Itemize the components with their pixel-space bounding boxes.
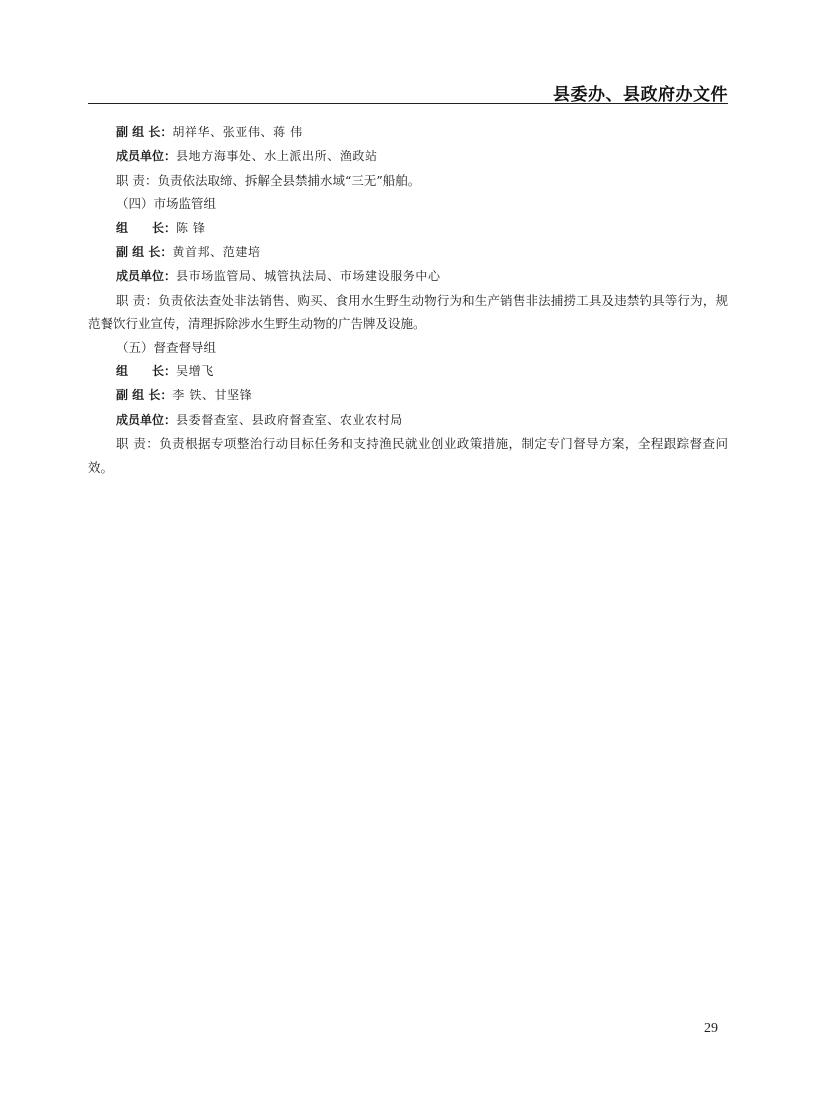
duty-paragraph: 职 责：负责依法取缔、拆解全县禁捕水域“三无”船舶。 bbox=[116, 172, 421, 188]
field-value: 县市场监管局、城管执法局、市场建设服务中心 bbox=[176, 269, 441, 284]
field-label: 组 长： bbox=[116, 364, 177, 379]
member-units-line bbox=[88, 144, 728, 168]
field-label: 副 组 长： bbox=[116, 245, 173, 260]
page-number: 29 bbox=[704, 1021, 718, 1036]
field-label: 成员单位： bbox=[116, 269, 177, 284]
header-divider bbox=[88, 103, 728, 104]
leader-line bbox=[88, 216, 728, 240]
deputy-leader-line bbox=[88, 120, 728, 144]
member-units-line bbox=[88, 408, 728, 432]
document-body bbox=[88, 120, 728, 479]
member-units-line bbox=[88, 264, 728, 288]
field-label: 成员单位： bbox=[116, 149, 177, 164]
field-value: 县地方海事处、水上派出所、渔政站 bbox=[176, 149, 378, 164]
page-header-title: 县委办、县政府办文件 bbox=[553, 85, 728, 105]
field-value: 吴增飞 bbox=[176, 364, 214, 379]
section-heading: （四）市场监管组 bbox=[116, 196, 217, 212]
field-label: 成员单位： bbox=[116, 412, 177, 427]
field-value: 陈 锋 bbox=[176, 220, 206, 235]
field-label: 副 组 长： bbox=[116, 125, 173, 139]
deputy-leader-line bbox=[88, 383, 728, 407]
duty-paragraph: 职 责：负责根据专项整治行动目标任务和支持渔民就业创业政策措施，制定专门督导方案，全程跟踪督查问效。 bbox=[88, 436, 728, 475]
deputy-leader-line bbox=[88, 240, 728, 264]
section-heading: （五）督查督导组 bbox=[116, 339, 217, 355]
field-value: 胡祥华、张亚伟、蒋 伟 bbox=[172, 125, 303, 139]
field-value: 县委督查室、县政府督查室、农业农村局 bbox=[176, 412, 403, 427]
duty-paragraph: 职 责：负责依法查处非法销售、购买、食用水生野生动物行为和生产销售非法捕捞工具及违禁钓具等行为，规范餐饮行业宣传，清理拆除涉水生野生动物的广告牌及设施。 bbox=[88, 292, 728, 332]
field-label: 组 长： bbox=[116, 220, 177, 235]
leader-line bbox=[88, 359, 728, 383]
field-value: 黄首邦、范建培 bbox=[172, 245, 261, 260]
field-label: 副 组 长： bbox=[116, 388, 173, 403]
field-value: 李 铁、甘坚锋 bbox=[172, 388, 253, 403]
